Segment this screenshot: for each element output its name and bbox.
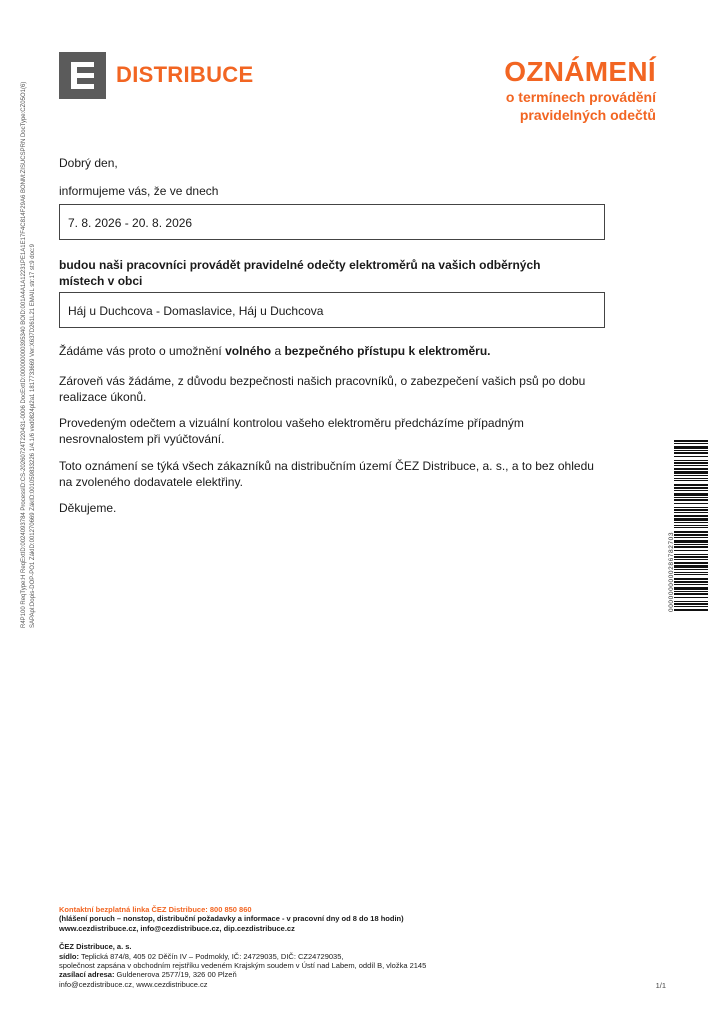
barcode-bar — [674, 456, 708, 457]
barcode-bar — [674, 565, 708, 568]
barcode-bar — [674, 559, 708, 560]
barcode-bar — [674, 493, 708, 496]
dates-box — [59, 204, 605, 240]
barcode-bar — [674, 593, 708, 595]
barcode-bar — [674, 578, 708, 580]
location: Háj u Duchcova - Domaslavice, Háj u Duchcova — [68, 304, 324, 318]
barcode-bar — [674, 509, 708, 511]
scope-text: Toto oznámení se týká všech zákazníků na distribučním území ČEZ Distribuce, a. s., a to bez ohledu na zvoleného dodavatele elektřiny. — [59, 459, 594, 489]
dogs-text: Zároveň vás žádáme, z důvodu bezpečnosti našich pracovníků, o zabezpečení vašich psů po dobu realizace úkonů. — [59, 374, 586, 404]
mail-label: zasílací adresa: — [59, 970, 115, 980]
barcode-bar — [674, 546, 708, 548]
barcode-bar — [674, 601, 708, 602]
barcode-bar — [674, 475, 708, 476]
barcode-bar — [674, 527, 708, 528]
document-title — [504, 56, 656, 124]
title-subtitle-1: o termínech provádění — [505, 89, 656, 105]
barcode-bar — [674, 443, 708, 444]
barcode-number: 0000000000286782703 — [668, 531, 675, 612]
barcode-bar — [674, 597, 708, 598]
company-name: ČEZ Distribuce, a. s. — [59, 942, 132, 952]
side-reference-code: R4P100 ReqType:H ReqExtID:0024093784 ProcessID:CS-20260724T220431-0006 DocExtID:000000000395340 BOID:001A4A1A12231PE1A1E17F4C814F29A6 BONM:ZISUCSPRN DocType:CZ05O1(6) SAPApl:Dopis-DOP-PO1 ZákID:001270669 ZákID:001059833226 1/4.1/6 ved0824pl2a1 1817733669 Ver:X637D261L21 EMAIL str:17 st:9 doc:9 — [21, 81, 36, 628]
seat-label: sídlo: — [59, 951, 79, 961]
seat-address: Teplická 874/8, 405 02 Děčín IV – Podmokly, IČ: 24729035, DIČ: CZ24729035, — [79, 951, 344, 961]
barcode-bar — [674, 550, 708, 551]
barcode-bar — [674, 591, 708, 592]
barcode — [674, 440, 708, 612]
company-registry: společnost zapsána v obchodním rejstříku vedeném Krajským soudem v Ústí nad Labem, oddíl B, vložka 2145 — [59, 961, 427, 971]
barcode-bar — [674, 562, 708, 564]
barcode-bar — [674, 487, 708, 489]
hotline-note: (hlášení poruch – nonstop, distribuční požadavky a informace - v pracovní dny od 8 do 18 hodin) — [59, 914, 404, 924]
barcode-bar — [674, 603, 708, 605]
title-main: OZNÁMENÍ — [504, 56, 656, 87]
company-seat — [59, 952, 659, 961]
barcode-bar — [674, 446, 708, 449]
barcode-bar — [674, 497, 708, 498]
mail-address: Guldenerova 2577/19, 326 00 Plzeň — [114, 970, 237, 980]
web-contacts: info@cezdistribuce.cz, www.cezdistribuce.cz — [59, 979, 208, 989]
barcode-bar — [674, 584, 708, 585]
barcode-bar — [674, 587, 708, 590]
request-bold-1: volného — [225, 344, 272, 358]
barcode-bar — [674, 540, 708, 543]
barcode-bar — [674, 440, 708, 442]
barcode-bar — [674, 544, 708, 545]
barcode-bar — [674, 572, 708, 573]
greeting: Dobrý den, — [59, 156, 118, 170]
mailing-address — [59, 970, 659, 979]
barcode-bar — [674, 537, 708, 538]
barcode-bar — [674, 522, 708, 523]
barcode-bar — [674, 512, 708, 513]
barcode-bar — [674, 503, 708, 504]
contact-links: www.cezdistribuce.cz, info@cezdistribuce.cz, dip.cezdistribuce.cz — [59, 923, 295, 933]
barcode-bar — [674, 606, 708, 607]
request-bold-2: bezpečného přístupu k elektroměru. — [284, 344, 491, 358]
barcode-bar — [674, 554, 708, 555]
thanks-text: Děkujeme. — [59, 501, 117, 515]
barcode-bar — [674, 499, 708, 501]
barcode-bar — [674, 569, 708, 570]
barcode-bar — [674, 471, 708, 474]
barcode-bar — [674, 515, 708, 517]
barcode-bar — [674, 525, 708, 526]
barcode-bar — [674, 574, 708, 575]
barcode-bar — [674, 465, 708, 466]
barcode-bar — [674, 478, 708, 479]
purpose-text: Provedeným odečtem a vizuální kontrolou vašeho elektroměru předcházíme případným nesrovnalostem při vyúčtování. — [59, 416, 524, 446]
reading-dates: 7. 8. 2026 - 20. 8. 2026 — [68, 216, 193, 230]
barcode-bar — [674, 609, 708, 611]
barcode-bar — [674, 490, 708, 491]
barcode-bar — [674, 507, 708, 508]
barcode-bar — [674, 556, 708, 558]
intro-text: informujeme vás, že ve dnech — [59, 184, 219, 198]
barcode-bar — [674, 534, 708, 536]
barcode-bar — [674, 484, 708, 486]
page-number: 1/1 — [655, 981, 666, 990]
cez-logo — [59, 52, 106, 99]
title-subtitle-2: pravidelných odečtů — [519, 107, 656, 123]
barcode-bar — [674, 462, 708, 464]
barcode-bar — [674, 460, 708, 461]
request-part-1: Žádáme vás proto o umožnění — [59, 344, 226, 358]
request-part-2: a — [271, 344, 285, 358]
barcode-bar — [674, 531, 708, 533]
statement-text: budou naši pracovníci provádět pravidelné odečty elektroměrů na vašich odběrných místech v obci — [59, 258, 541, 288]
barcode-bar — [674, 518, 708, 521]
barcode-bar — [674, 581, 708, 583]
barcode-bar — [674, 480, 708, 481]
hotline: Kontaktní bezplatná linka ČEZ Distribuce: 800 850 860 — [59, 905, 252, 914]
barcode-bar — [674, 450, 708, 451]
brand-name: DISTRIBUCE — [116, 62, 254, 87]
letter-body — [59, 155, 605, 516]
location-box — [59, 292, 605, 328]
footer — [59, 905, 659, 989]
barcode-bar — [674, 468, 708, 470]
request-text — [59, 343, 605, 359]
barcode-bar — [674, 452, 708, 454]
